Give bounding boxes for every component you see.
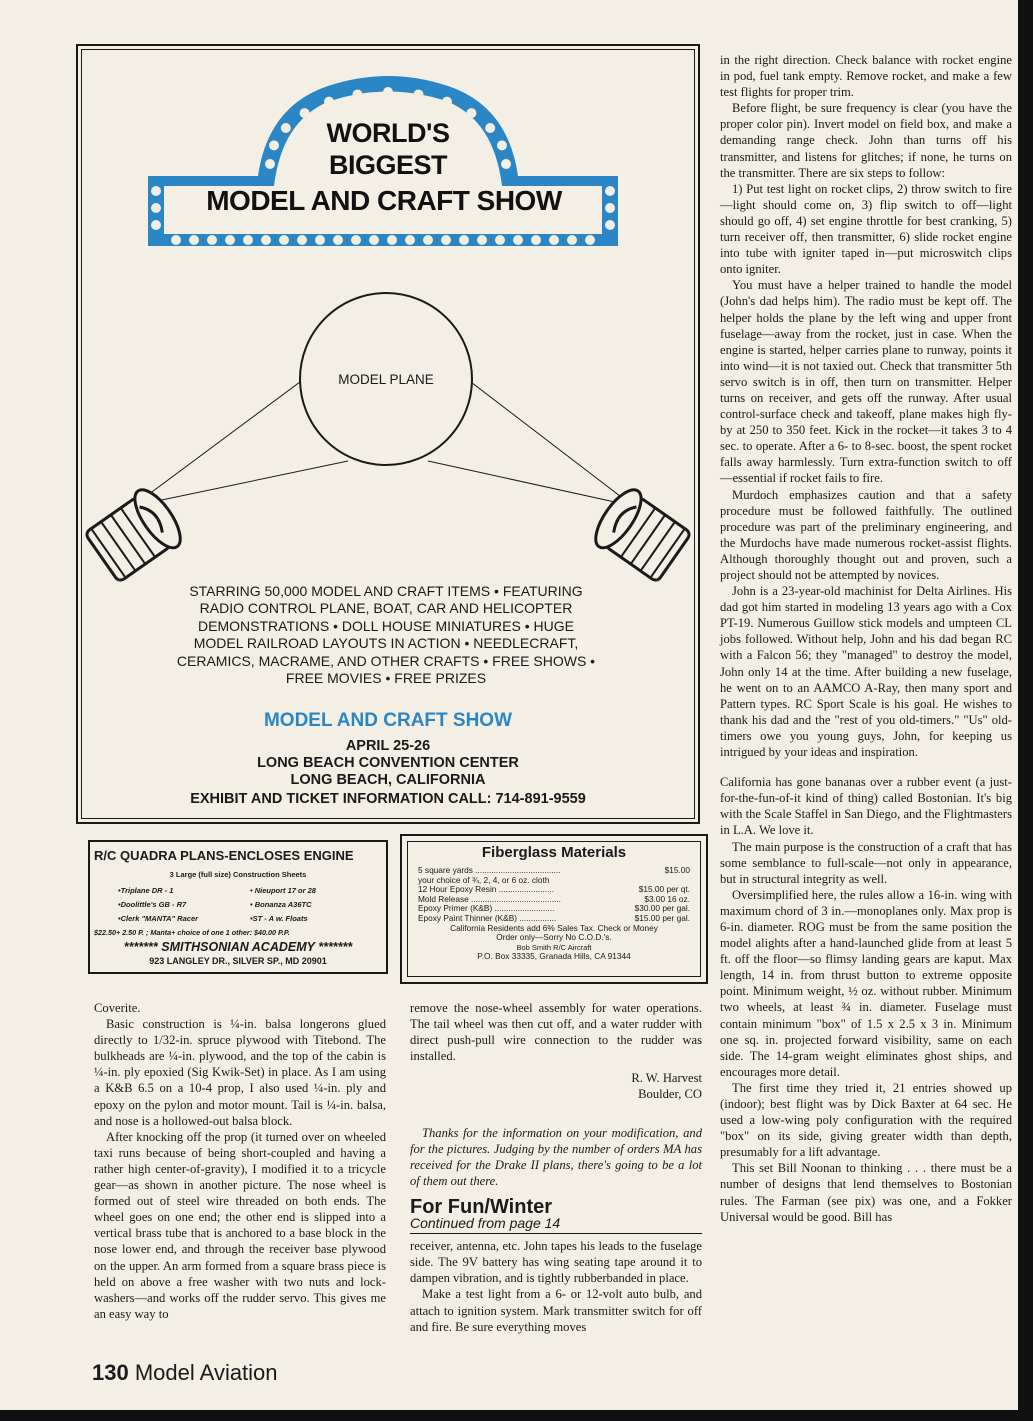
marquee-bulb <box>497 140 507 150</box>
marquee-bulb <box>513 235 523 245</box>
left-column <box>94 1000 386 1322</box>
quadra-item: •Doolittle's GB - R7 <box>118 900 187 909</box>
show-name: MODEL AND CRAFT SHOW <box>263 710 513 731</box>
fiber-price: $30.00 per gal. <box>634 903 690 914</box>
show-contact: EXHIBIT AND TICKET INFORMATION CALL: 714-891-9559 <box>190 791 586 807</box>
marquee-bulb <box>477 235 487 245</box>
fiber-company: Bob Smith R/C Aircraft <box>516 942 592 952</box>
paragraph: After knocking off the prop (it turned over on wheeled taxi runs because of being short-coupled and having a rather high center-of-gravity), I modified it to a tricycle gear—as shown in another picture. The nose wheel is formed out of steel wire threaded on both ends. The wheel goes on one end; the other end is slipped into a vertical brass tube that is anchored to a base block in the nose lower end, and through the receiver base plywood on the upper. An arm formed from a square brass piece is held on above a free washer with two nuts and lock-washers—and works off the rudder servo. This gives me an easy way to <box>94 1129 386 1321</box>
quadra-prices: $22.50+ 2.50 P. ; Manta+ choice of one 1 other: $40.00 P.P. <box>94 928 290 937</box>
marquee-bulb <box>567 235 577 245</box>
marquee-line-3: MODEL AND CRAFT SHOW <box>206 185 562 216</box>
paragraph: The main purpose is the construction of a craft that has some semblance to full-scale—not only in appearance, but in structural integrity as well. <box>720 839 1012 886</box>
marquee-bulb <box>265 159 275 169</box>
marquee-bulb <box>466 108 476 118</box>
marquee-bulb <box>441 235 451 245</box>
marquee-bulb <box>423 235 433 245</box>
fiber-address: P.O. Box 33335, Granada Hills, CA 91344 <box>477 951 631 962</box>
quadra-items-right <box>250 884 380 926</box>
marquee-bulb <box>207 235 217 245</box>
fiber-price: $15.00 per qt. <box>638 884 690 895</box>
fiber-title: Fiberglass Materials <box>481 844 627 861</box>
marquee-bulb <box>383 87 393 97</box>
marquee-bulb <box>171 235 181 245</box>
quadra-academy: ******* SMITHSONIAN ACADEMY ******* <box>123 940 353 954</box>
paragraph: You must have a helper trained to handle the model (John's dad helps him). The radio must be kept off. The helper holds the plane by the left wing and upper front fuselage—away from the rocket, just in case. When the engine is started, helper carries plane to runway, points it into wind—it is not taxied out. Check that transmitter 5th servo switch is in off, then turn on transmitter. Helper turns on receiver, and gets off the runway. After usual control-surface check and takeoff, plane makes high fly-by at 250 to 350 feet. Kick in the rocket—it takes 3 to 4 sec. to operate. After a 6- to 8-sec. boost, the spent rocket falls away harmlessly. Turn extra-function switch to off—essential if rocket fails to fire. <box>720 278 1012 486</box>
quadra-item: •Clerk "MANTA" Racer <box>118 914 199 923</box>
marquee-bulb <box>279 235 289 245</box>
paragraph: Murdoch emphasizes caution and that a safety procedure must be followed faithfully. The outlined procedure was part of the preliminary engineering, and the Murdochs have made numerous rocket-assist flights. Although thoroughly thought out and proven, such a project should not be attempted by novices. <box>720 487 1012 582</box>
fiber-price-list <box>418 866 690 962</box>
marquee-bulb <box>351 235 361 245</box>
quadra-item: •ST - A w. Floats <box>250 914 308 923</box>
quadra-item: • Nieuport 17 or 28 <box>250 886 316 895</box>
quadra-item: • Bonanza A36TC <box>250 900 312 909</box>
right-column <box>720 52 1012 1225</box>
paragraph: California has gone bananas over a rubber event (a just-for-the-fun-of-it kind of thing) called Bostonian. It's big with the Scale Staffel in San Diego, and the Flightmasters in L.A. We love it. <box>720 775 1012 838</box>
page-number: 130 <box>92 1360 129 1385</box>
marquee-bulb <box>442 97 452 107</box>
marquee-bulb <box>300 108 310 118</box>
ad-description: STARRING 50,000 MODEL AND CRAFT ITEMS • FEATURING RADIO CONTROL PLANE, BOAT, CAR AND HELICOPTER DEMONSTRATIONS • DOLL HOUSE MINIATURES • HUGE MODEL RAILROAD LAYOUTS IN ACTION • NEEDLECRAFT, CERAMICS, MACRAME, AND OTHER CRAFTS • FREE SHOWS • FREE MOVIES • FREE PRIZES <box>176 583 596 687</box>
marquee-line-2: BIGGEST <box>328 150 447 180</box>
editor-note: Thanks for the information on your modification, and for the pictures. Judging by the number of orders MA has received for the Drake II plans, there's going to be a lot of them out there. <box>410 1125 702 1188</box>
paragraph: receiver, antenna, etc. John tapes his leads to the fuselage side. The 9V battery has wing seating tape around it to dampen vibration, and is tightly rubberbanded in place. <box>410 1239 702 1286</box>
marquee-bulb <box>324 97 334 107</box>
middle-column <box>410 1000 702 1335</box>
quadra-title: R/C QUADRA PLANS-ENCLOSES ENGINE <box>94 848 354 863</box>
fiber-item: Epoxy Primer (K&B) .......................... <box>418 903 555 914</box>
show-city: LONG BEACH, CALIFORNIA <box>290 772 486 788</box>
paragraph: 1) Put test light on rocket clips, 2) throw switch to fire—light should come on, 3) flip switch to off—light should go off, 4) set engine throttle for best cranking, 5) turn receiver off, then transmitter, 6) slide rocket engine into tube with igniter taped in—put microswitch clips onto igniter. <box>720 181 1012 277</box>
fiber-price: $15.00 <box>664 865 690 875</box>
paragraph: The first time they tried it, 21 entries showed up (indoor); best flight was by Dick Baxter at 64 sec. He used a low-wing poly configuration with the required "box" on its side, giving greater width than depth, presumably for a lift advantage. <box>720 1080 1012 1160</box>
marquee-bulb <box>387 235 397 245</box>
marquee-bulb <box>243 235 253 245</box>
paragraph: Basic construction is ¼-in. balsa longerons glued directly to 1/32-in. spruce plywood with Titebond. The bulkheads are ¼-in. plywood, and the top of the cabin is ¼-in. ply epoxied (Sig Kwik-Set) in place. As I am using a K&B 6.5 on a 10-4 prop, I also used ¼-in. ply and epoxy on the pylon and motor mount. Tail is ¼-in. balsa, and nose is a hollowed-out balsa block. <box>94 1017 386 1128</box>
marquee-bulb <box>261 235 271 245</box>
paragraph: remove the nose-wheel assembly for water operations. The tail wheel was then cut off, and a water rudder with direct push-pull wire connection to the rudder was installed. <box>410 1001 702 1064</box>
marquee-bulb <box>352 89 362 99</box>
marquee-bulb <box>369 235 379 245</box>
signer-name: R. W. Harvest <box>631 1071 702 1086</box>
paragraph: Before flight, be sure frequency is clear (you have the proper color pin). Invert model on field box, and make a demanding range check. John than turns off his transmitter, and listens for glitches; if none, he turns on the transmitter. There are six steps to follow: <box>720 101 1012 180</box>
show-dates: APRIL 25-26 <box>345 738 431 754</box>
fiber-item: 12 Hour Epoxy Resin ........................ <box>418 884 555 895</box>
paragraph: Oversimplified here, the rules allow a 16-in. wing with maximum chord of 3 in.—monoplanes only. Max prop is 6-in. diameter. ROG must be from the same position the model alights after a hand-launched glide from at least 5 ft. off the floor—so flimsy landing gears are kaput. Max length, 14 in. from thrust button to extreme opposite point. Minimum weight, ½ oz. without rubber. Minimum two wheels, at least ¾ in. diameter. Fuselage must contain minimum "box" of 1.5 x 2.5 x 3 in. Minimum one sq. in. projected forward visibility, same on each side. The 14-gram weight eliminates ghost ships, and encourages more detail. <box>720 887 1012 1079</box>
marquee-bulb <box>189 235 199 245</box>
marquee-bulb <box>459 235 469 245</box>
fiber-price: $3.00 16 oz. <box>644 893 690 904</box>
section-heading: For Fun/Winter <box>410 1195 553 1218</box>
quadra-plans-ad <box>88 840 388 974</box>
marquee-bulb <box>531 235 541 245</box>
continued-line: Continued from page 14 <box>410 1215 702 1234</box>
marquee-bulb <box>297 235 307 245</box>
paragraph: Make a test light from a 6- or 12-volt auto bulb, and attach to ignition system. Mark transmitter switch for off and fire. Be sure everything moves <box>410 1287 702 1334</box>
page-footer <box>92 1360 278 1386</box>
marquee-bulb <box>315 235 325 245</box>
quadra-address: 923 LANGLEY DR., SILVER SP., MD 20901 <box>149 956 327 966</box>
fiber-item: your choice of ¾, 2, 4, or 6 oz. cloth <box>418 874 550 885</box>
marquee-bulb <box>405 235 415 245</box>
fiber-price: $15.00 per gal. <box>634 912 690 923</box>
quadra-subtitle: 3 Large (full size) Construction Sheets <box>169 870 307 879</box>
fiberglass-materials-ad <box>400 834 708 984</box>
fiber-note-2: Order only—Sorry No C.O.D.'s. <box>496 932 612 943</box>
show-venue: LONG BEACH CONVENTION CENTER <box>257 755 519 771</box>
quadra-item: •Triplane DR - 1 <box>118 886 174 895</box>
circle-label: MODEL PLANE <box>338 372 434 387</box>
magazine-name: Model Aviation <box>134 1360 278 1385</box>
marquee-bulb <box>333 235 343 245</box>
fiber-item: 5 square yards ..................................... <box>418 865 561 875</box>
fiber-note-1: California Residents add 6% Sales Tax. Check or Money <box>450 922 658 933</box>
fiber-item: Epoxy Paint Thinner (K&B) ................ <box>418 912 557 923</box>
spacer <box>720 760 1012 774</box>
marquee-bulb <box>501 159 511 169</box>
marquee-bulb <box>414 89 424 99</box>
fiber-item: Mold Release ....................................... <box>418 893 561 904</box>
marquee-bulb <box>549 235 559 245</box>
marquee-bulb <box>495 235 505 245</box>
model-craft-show-ad <box>76 44 700 824</box>
marquee-bulb <box>225 235 235 245</box>
marquee-bulb <box>585 235 595 245</box>
signer-city: Boulder, CO <box>638 1087 702 1102</box>
paragraph: in the right direction. Check balance with rocket engine in pod, fuel tank empty. Remove rocket, and make a few test flights for proper trim. <box>720 53 1012 100</box>
marquee-line-1: WORLD'S <box>326 118 450 148</box>
paragraph: This set Bill Noonan to thinking . . . there must be a number of designs that lend themselves to Bostonian rules. The Farman (see pix) was one, and a Fokker Universal would be good. Bill has <box>720 1161 1012 1224</box>
paragraph: Coverite. <box>94 1001 141 1015</box>
quadra-items-left <box>118 884 248 926</box>
paragraph: John is a 23-year-old machinist for Delta Airlines. His dad got him started in modeling 13 years ago with a Cox PT-19. Numerous Guillow stick models and umpteen CL jobs followed. Without help, John and his dad began RC with a Falcon 56; they "managed" to destroy the model, John only 14 at the time. After building a new fuselage, he went on to an AAMCO A-Ray, then many sport and Pattern types. RC Sport Scale is his goal. He wishes to thank his dad and the "rest of you old-timers." "Us" old-timers owe you young guys, John, for keeping us intrigued by your ideas and inspiration. <box>720 584 1012 760</box>
